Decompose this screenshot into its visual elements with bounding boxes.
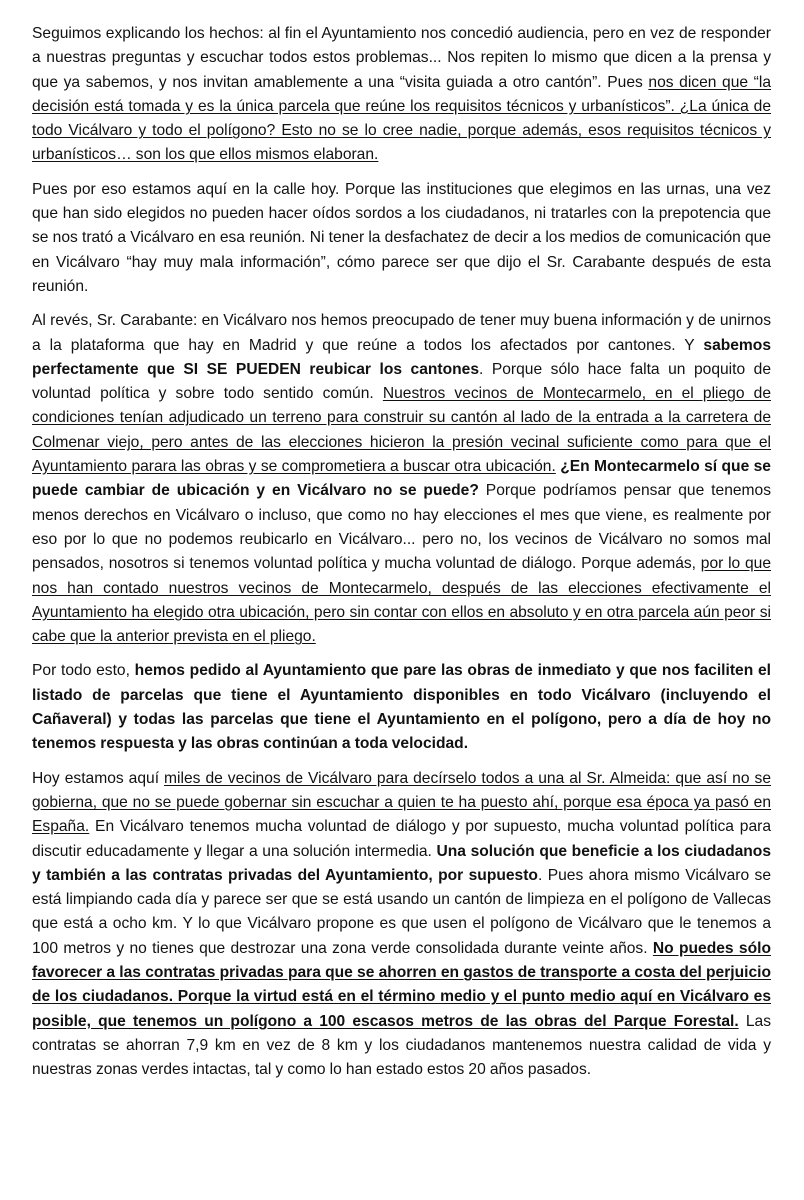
text-segment: . Porque sólo hace falta un poquito de voluntad política y sobre todo sentido común.: [32, 360, 771, 403]
text-segment: Porque podríamos pensar que tenemos menos derechos en Vicálvaro o incluso, que como no hay elecciones el mes que viene, es realmente por eso por lo que no podemos reubicarlo en Vicálvaro... pero no, los vecinos de Vicálvaro no somos mal pensados, nosotros si tenemos voluntad política y mucha voluntad de diálogo. Porque además,: [32, 482, 771, 573]
text-segment: . Pues ahora mismo Vicálvaro se está limpiando cada día y parece ser que se está usando un cantón de limpieza en el polígono de Vallecas que está a ocho km. Y lo que Vicálvaro propone es que usen el polígono de Vicálvaro que le tenemos a 100 metros y no tienes que destrozar una zona verde consolidada durante veinte años.: [32, 866, 772, 957]
paragraph-5: [32, 767, 771, 1083]
text-segment: Seguimos explicando los hechos: al fin el Ayuntamiento nos concedió audiencia, pero en vez de responder a nuestras preguntas y escuchar todos estos problemas... Nos repiten lo mismo que dicen a la prensa y que ya sabemos, y nos invitan amablemente a una “visita guiada a otro cantón”. Pues: [32, 25, 771, 91]
underlined-segment: nos dicen que “la decisión está tomada y es la única parcela que reúne los requisitos técnicos y urbanísticos”. ¿La única de todo Vicálvaro y todo el polígono? Esto no se lo cree nadie, porque además, esos requisitos técnicos y urbanísticos… son los que ellos mismos elaboran.: [32, 73, 772, 164]
paragraph-4: [32, 659, 771, 756]
text-segment: Hoy estamos aquí: [32, 769, 165, 787]
bold-segment: ¿En Montecarmelo sí que se puede cambiar de ubicación y en Vicálvaro no se puede?: [32, 458, 771, 500]
bold-segment: hemos pedido al Ayuntamiento que pare las obras de inmediato y que nos faciliten el listado de parcelas que tiene el Ayuntamiento disponibles en todo Vicálvaro (incluyendo el Cañaveral) y todas las parcelas que tiene el Ayuntamiento en el polígono, pero a día de hoy no tenemos respuesta y las obras continúan a toda velocidad.: [32, 662, 771, 753]
text-segment: Por todo esto,: [32, 662, 135, 680]
paragraph-1: [32, 22, 771, 168]
bold-segment: Una solución que beneficie a los ciudadanos y también a las contratas privadas del Ayuntamiento, por supuesto: [32, 842, 771, 884]
bold-underlined-segment: No puedes sólo favorecer a las contratas privadas para que se ahorren en gastos de transporte a costa del perjuicio de los ciudadanos. Porque la virtud está en el término medio y el punto medio aquí en Vicálvaro es posible, que tenemos un polígono a 100 escasos metros de las obras del Parque Forestal.: [32, 939, 771, 1030]
text-segment: En Vicálvaro tenemos mucha voluntad de diálogo y por supuesto, mucha voluntad política para discutir educadamente y llegar a una solución intermedia.: [32, 818, 771, 860]
paragraph-3: [32, 309, 771, 649]
paragraph-2: [32, 178, 771, 299]
underlined-segment: miles de vecinos de Vicálvaro para decírselo todos a una al Sr. Almeida: que así no se gobierna, que no se puede gobernar sin escuchar a quien te ha puesto ahí, porque esa época ya pasó en España.: [32, 769, 771, 836]
text-segment: Las contratas se ahorran 7,9 km en vez de 8 km y los ciudadanos mantenemos nuestra calidad de vida y nuestras zonas verdes intactas, tal y como lo han estado estos 20 años pasados.: [32, 1012, 771, 1079]
text-segment: Pues por eso estamos aquí en la calle hoy. Porque las instituciones que elegimos en las urnas, una vez que han sido elegidos no pueden hacer oídos sordos a los ciudadanos, ni tratarles con la prepotencia que se nos trató a Vicálvaro en esa reunión. Ni tener la desfachatez de decir a los medios de comunicación que en Vicálvaro “hay muy mala información”, cómo parece ser que dijo el Sr. Carabante después de esta reunión.: [32, 180, 771, 295]
bold-segment: sabemos perfectamente que SI SE PUEDEN reubicar los cantones: [32, 336, 771, 378]
underlined-segment: por lo que nos han contado nuestros vecinos de Montecarmelo, después de las elecciones efectivamente el Ayuntamiento ha elegido otra ubicación, pero sin contar con ellos en absoluto y en otra parcela aún peor si cabe que la anterior prevista en el pliego.: [32, 555, 771, 646]
text-segment: Al revés, Sr. Carabante: en Vicálvaro nos hemos preocupado de tener muy buena información y de unirnos a la plataforma que hay en Madrid y que reúne a todos los afectados por cantones. Y: [32, 312, 771, 354]
document-page: [32, 22, 771, 1092]
underlined-segment: Nuestros vecinos de Montecarmelo, en el pliego de condiciones tenían adjudicado un terreno para construir su cantón al lado de la entrada a la carretera de Colmenar viejo, pero antes de las elecciones hicieron la presión vecinal suficiente como para que el Ayuntamiento parara las obras y se comprometiera a buscar otra ubicación.: [32, 385, 771, 476]
